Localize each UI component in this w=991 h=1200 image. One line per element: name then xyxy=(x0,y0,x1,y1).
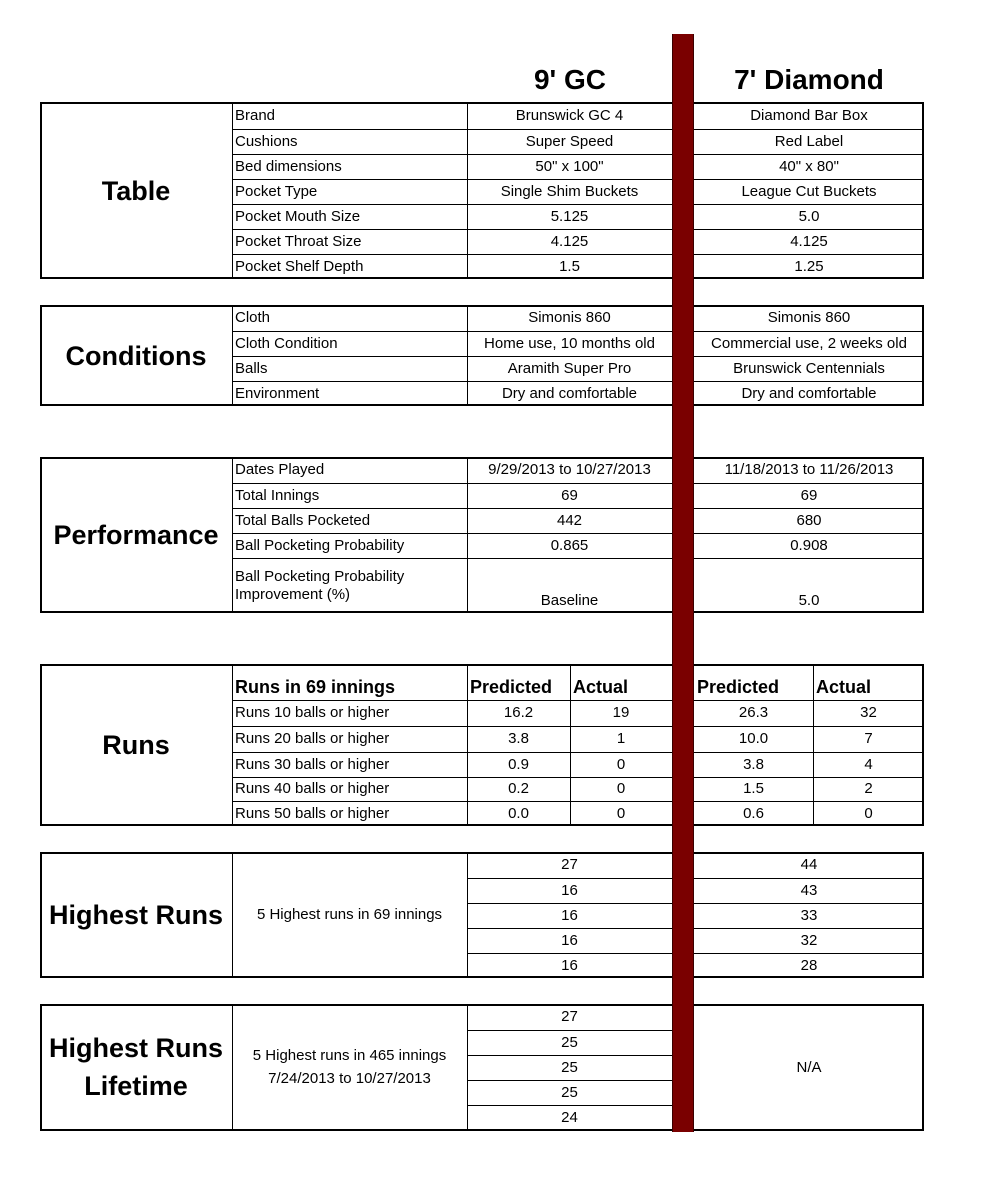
conditions-diamond-value: Simonis 860 xyxy=(767,309,851,326)
runs-gc-actual-header: Actual xyxy=(573,677,629,697)
conditions-diamond-value: Brunswick Centennials xyxy=(733,359,885,377)
runs-gc-predicted: 16.2 xyxy=(503,704,534,721)
performance-gc-value: 442 xyxy=(556,511,583,529)
runs-diamond-predicted: 26.3 xyxy=(738,704,769,721)
table-row-label: Pocket Type xyxy=(235,182,318,200)
lifetime-run-gc: 25 xyxy=(561,1033,578,1051)
runs-gc-predicted-header: Predicted xyxy=(470,677,553,697)
conditions-diamond-value: Dry and comfortable xyxy=(741,384,877,402)
runs-gc-actual: 0 xyxy=(616,755,626,773)
table-gc-value: 50" x 100" xyxy=(535,157,604,175)
table-row-label: Cushions xyxy=(235,132,298,150)
runs-diamond-actual: 0 xyxy=(864,804,873,822)
table-gc-value: Super Speed xyxy=(525,132,614,150)
table-diamond-value: 40" x 80" xyxy=(779,157,839,175)
runs-diamond-predicted: 1.5 xyxy=(743,780,764,797)
runs-gc-actual: 1 xyxy=(616,730,626,747)
runs-gc-actual: 0 xyxy=(616,780,626,797)
runs-diamond-predicted-header: Predicted xyxy=(697,677,780,697)
table-diamond-value: 4.125 xyxy=(790,232,828,250)
runs-row-label: Runs 50 balls or higher xyxy=(235,804,390,822)
section-title-runs: Runs xyxy=(102,730,170,760)
performance-gc-value: 0.865 xyxy=(550,536,589,554)
performance-diamond-value: 5.0 xyxy=(798,592,820,609)
runs-gc-actual: 0 xyxy=(616,804,626,822)
conditions-diamond-value: Commercial use, 2 weeks old xyxy=(711,334,907,352)
runs-gc-actual: 19 xyxy=(612,704,630,721)
runs-row-label: Runs 20 balls or higher xyxy=(235,730,390,747)
column-header-9ft-gc: 9' GC xyxy=(533,64,606,95)
performance-diamond-value: 0.908 xyxy=(790,536,828,554)
section-title-highest-runs: Highest Runs xyxy=(48,900,223,930)
table-diamond-value: 1.25 xyxy=(794,257,824,275)
runs-gc-predicted: 0.0 xyxy=(508,804,529,822)
performance-gc-value: 69 xyxy=(561,486,578,504)
table-row-label: Pocket Throat Size xyxy=(235,232,362,250)
conditions-row-label: Cloth Condition xyxy=(235,334,338,352)
table-gc-value: Single Shim Buckets xyxy=(500,182,639,200)
highest-run-diamond: 32 xyxy=(800,931,818,949)
performance-row-label: Total Balls Pocketed xyxy=(235,511,371,529)
conditions-gc-value: Simonis 860 xyxy=(528,309,611,326)
lifetime-run-gc: 25 xyxy=(561,1058,578,1076)
runs-row-label: Runs 10 balls or higher xyxy=(235,704,390,721)
performance-row-label: Dates Played xyxy=(235,461,325,478)
lifetime-run-gc: 27 xyxy=(561,1008,578,1025)
runs-header-label: Runs in 69 innings xyxy=(235,677,396,697)
conditions-row-label: Cloth xyxy=(235,309,271,326)
section-title-lifetime-line2: Lifetime xyxy=(84,1071,188,1101)
performance-row-label: Total Innings xyxy=(235,486,320,504)
table-diamond-value: Red Label xyxy=(774,132,844,150)
lifetime-label-line1: 5 Highest runs in 465 innings xyxy=(252,1047,447,1064)
lifetime-diamond-na: N/A xyxy=(796,1058,822,1076)
table-row-label: Pocket Mouth Size xyxy=(235,207,361,225)
lifetime-label-line2: 7/24/2013 to 10/27/2013 xyxy=(268,1070,431,1087)
runs-diamond-predicted: 3.8 xyxy=(743,755,764,773)
performance-gc-value: Baseline xyxy=(540,592,599,609)
runs-diamond-actual: 4 xyxy=(864,755,873,773)
table-row-label: Brand xyxy=(235,106,276,124)
highest-run-gc: 16 xyxy=(561,881,578,899)
performance-row-label: Ball Pocketing Probability Improvement (%) xyxy=(235,567,405,603)
runs-row-label: Runs 30 balls or higher xyxy=(235,755,390,773)
highest-run-gc: 16 xyxy=(561,956,578,974)
table-row-label: Bed dimensions xyxy=(235,157,342,175)
runs-diamond-actual: 7 xyxy=(864,730,873,747)
runs-diamond-actual: 32 xyxy=(860,704,877,721)
table-diamond-value: 5.0 xyxy=(798,207,820,225)
performance-diamond-value: 69 xyxy=(800,486,818,504)
runs-gc-predicted: 3.8 xyxy=(508,730,529,747)
table-row-label: Pocket Shelf Depth xyxy=(235,257,364,275)
table-gc-value: 4.125 xyxy=(550,232,589,250)
lifetime-run-gc: 24 xyxy=(561,1109,578,1126)
section-title-table: Table xyxy=(101,175,171,206)
table-diamond-value: League Cut Buckets xyxy=(741,182,877,200)
center-divider-bar xyxy=(672,34,694,1132)
highest-run-diamond: 33 xyxy=(800,906,818,924)
runs-diamond-actual-header: Actual xyxy=(816,677,872,697)
performance-row-label: Ball Pocketing Probability xyxy=(235,536,405,554)
runs-gc-predicted: 0.9 xyxy=(508,755,529,773)
table-diamond-value: Diamond Bar Box xyxy=(750,106,868,124)
table-gc-value: 1.5 xyxy=(559,257,580,275)
highest-run-gc: 16 xyxy=(561,906,578,924)
runs-diamond-actual: 2 xyxy=(864,780,873,797)
performance-gc-value: 9/29/2013 to 10/27/2013 xyxy=(488,461,651,478)
highest-run-diamond: 44 xyxy=(800,856,818,873)
runs-gc-predicted: 0.2 xyxy=(508,780,529,797)
column-header-7ft-diamond: 7' Diamond xyxy=(734,64,884,95)
lifetime-run-gc: 25 xyxy=(561,1083,578,1101)
conditions-gc-value: Home use, 10 months old xyxy=(484,334,655,352)
performance-diamond-value: 11/18/2013 to 11/26/2013 xyxy=(724,461,894,478)
highest-run-gc: 27 xyxy=(561,856,578,873)
section-title-performance: Performance xyxy=(53,520,219,550)
conditions-row-label: Balls xyxy=(235,359,268,377)
runs-row-label: Runs 40 balls or higher xyxy=(235,780,390,797)
table-gc-value: 5.125 xyxy=(550,207,589,225)
highest-run-diamond: 43 xyxy=(800,881,818,899)
conditions-row-label: Environment xyxy=(235,384,320,402)
table-gc-value: Brunswick GC 4 xyxy=(515,106,624,124)
section-title-conditions: Conditions xyxy=(65,340,207,371)
runs-diamond-predicted: 10.0 xyxy=(738,730,769,747)
section-title-lifetime-line1: Highest Runs xyxy=(48,1033,223,1063)
conditions-gc-value: Aramith Super Pro xyxy=(507,359,632,377)
performance-diamond-value: 680 xyxy=(796,511,822,529)
conditions-gc-value: Dry and comfortable xyxy=(501,384,638,402)
highest-run-gc: 16 xyxy=(561,931,578,949)
highest-runs-label: 5 Highest runs in 69 innings xyxy=(256,906,443,923)
highest-run-diamond: 28 xyxy=(800,956,818,974)
runs-diamond-predicted: 0.6 xyxy=(743,804,764,822)
